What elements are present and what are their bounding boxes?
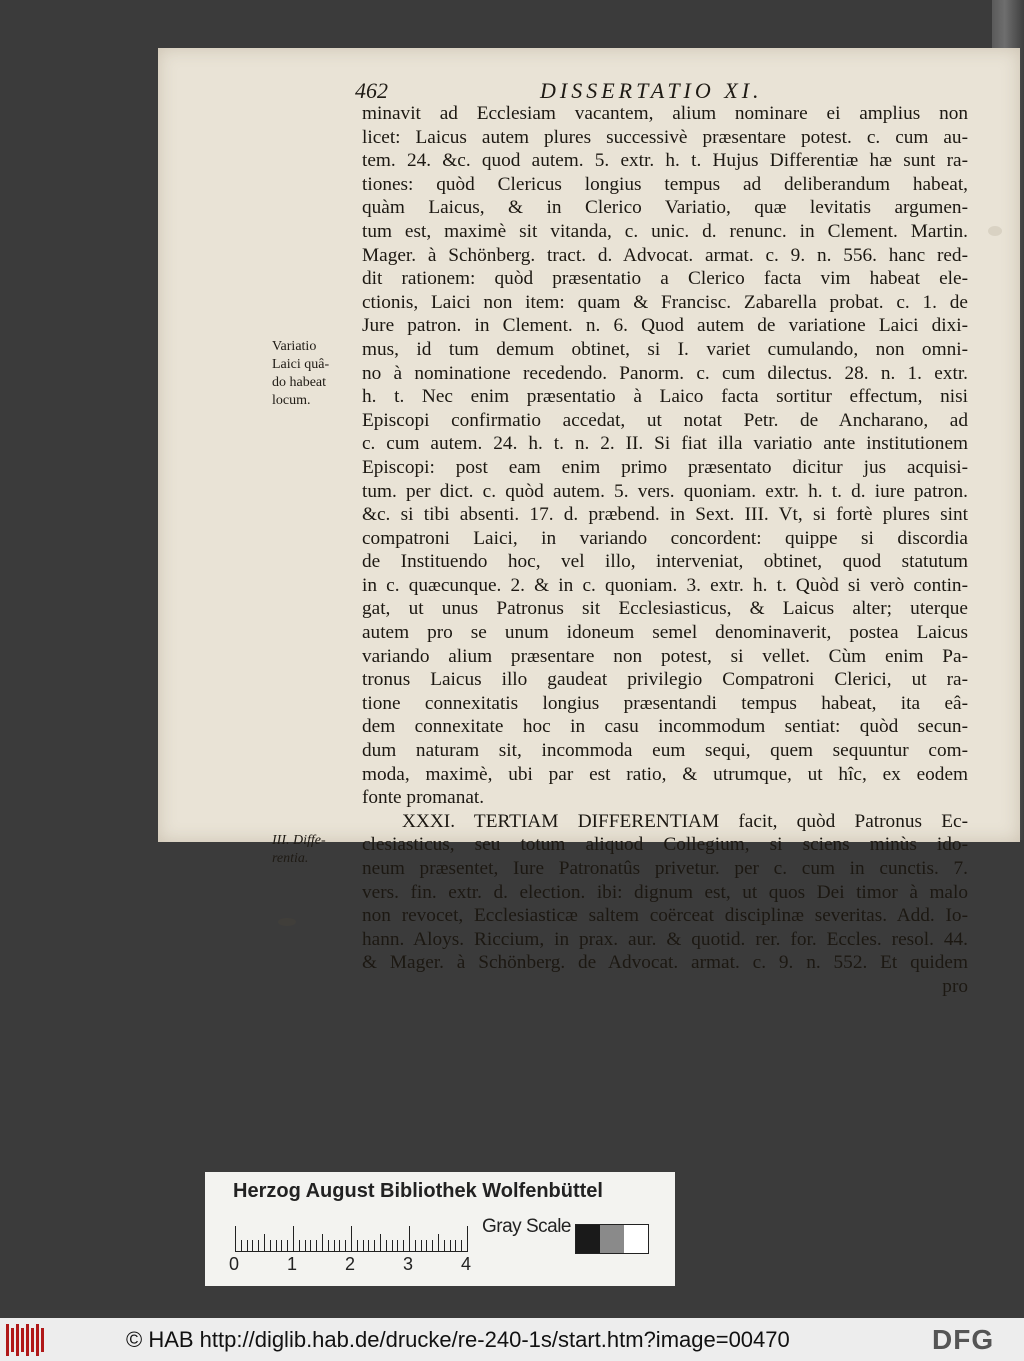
margin-note-line: locum. bbox=[272, 393, 311, 408]
logo-bar bbox=[16, 1324, 19, 1356]
text-line: in c. quæcunque. 2. & in c. quoniam. 3. extr. h. t. Quòd si verò contin- bbox=[362, 574, 968, 596]
text-line: tione connexitatis longius præsentandi tempus habeat, ita eâ- bbox=[362, 692, 968, 714]
body-text bbox=[362, 102, 968, 999]
text-line: Jure patron. in Clement. n. 6. Quod autem de variatione Laici dixi- bbox=[362, 315, 968, 337]
ruler-tick bbox=[293, 1226, 294, 1252]
ruler-tick bbox=[351, 1226, 352, 1252]
ruler-tick bbox=[235, 1226, 236, 1252]
ruler-tick bbox=[455, 1240, 456, 1252]
copyright-url-text[interactable]: © HAB http://diglib.hab.de/drucke/re-240-1s/start.htm?image=00470 bbox=[126, 1327, 790, 1352]
text-line: c. cum autem. 24. h. t. n. 2. II. Si fiat illa variatio ante institutionem bbox=[362, 433, 968, 455]
ruler-tick bbox=[392, 1240, 393, 1252]
ruler-tick bbox=[426, 1240, 427, 1252]
ruler-tick bbox=[397, 1240, 398, 1252]
text-line: dit rationem: quòd præsentatio a Clerico facta vim habeat ele- bbox=[362, 268, 968, 290]
logo-bar bbox=[6, 1324, 9, 1356]
ruler-tick bbox=[386, 1240, 387, 1252]
text-line: dum naturam sit, incommoda eum sequi, quem sequuntur com- bbox=[362, 740, 968, 762]
ruler-tick bbox=[415, 1240, 416, 1252]
text-line: non revocet, Ecclesiasticæ saltem coërceat disciplinæ severitas. Add. Io- bbox=[362, 905, 968, 927]
ruler-tick bbox=[247, 1240, 248, 1252]
ruler-tick bbox=[438, 1234, 439, 1252]
logo-bar bbox=[11, 1328, 14, 1352]
ruler-tick bbox=[299, 1240, 300, 1252]
text-line: tiones: quòd Clericus longius tempus ad deliberandum habeat, bbox=[362, 173, 968, 195]
text-line: variando alium præsentare non potest, si vellet. Cùm enim Pa- bbox=[362, 645, 968, 667]
page-number: 462 bbox=[355, 78, 388, 103]
ruler-number: 1 bbox=[287, 1254, 298, 1274]
margin-note-line: III. Diffe- bbox=[272, 833, 326, 848]
text-line: tum est, maximè sit vitanda, c. unic. d. renunc. in Clement. Martin. bbox=[362, 220, 968, 242]
ruler-tick bbox=[328, 1240, 329, 1252]
ruler-tick bbox=[467, 1226, 468, 1252]
ruler-tick bbox=[334, 1240, 335, 1252]
text-line: de Instituendo hoc, vel illo, interveniat, obtinet, quod statutum bbox=[362, 551, 968, 573]
ruler-tick bbox=[310, 1240, 311, 1252]
ruler-tick bbox=[287, 1240, 288, 1252]
text-line: compatroni Laici, in variando concordent: quippe si discordia bbox=[362, 527, 968, 549]
text-line: &c. si tibi absenti. 17. d. præbend. in Sext. III. Vt, si fortè plures sint bbox=[362, 504, 968, 526]
text-line: clesiasticus, seu totum aliquod Collegium, si sciens minùs ido- bbox=[362, 834, 968, 856]
text-line: ctionis, Laici non item: quam & Francisc. Zabarella probat. c. 1. de bbox=[362, 291, 968, 313]
gray-swatch bbox=[600, 1225, 624, 1253]
scale-ruler bbox=[235, 1222, 475, 1252]
running-title: DISSERTATIO XI. bbox=[540, 78, 763, 103]
text-line: tem. 24. &c. quod autem. 5. extr. h. t. Hujus Differentiæ hæ sunt ra- bbox=[362, 150, 968, 172]
text-line: mus, id tum demum obtinet, si I. variet cumulando, non omni- bbox=[362, 338, 968, 360]
ruler-tick bbox=[432, 1240, 433, 1252]
text-line: minavit ad Ecclesiam vacantem, alium nominare ei amplius non bbox=[362, 103, 968, 124]
ruler-tick bbox=[374, 1240, 375, 1252]
viewer-footer bbox=[0, 1318, 1024, 1361]
margin-note-variatio bbox=[272, 338, 364, 410]
text-line: tum. per dict. c. quòd autem. 5. vers. quoniam. extr. h. t. d. iure patron. bbox=[362, 480, 968, 502]
gray-scale-label: Gray Scale bbox=[482, 1216, 571, 1237]
text-line: licet: Laicus autem plures successivè præsentare potest. c. cum au- bbox=[362, 126, 968, 148]
text-line: moda, maximè, ubi par est ratio, & utrumque, ut hîc, ex eodem bbox=[362, 763, 968, 785]
text-line: Episcopi confirmatio accedat, ut notat Petr. de Ancharano, ad bbox=[362, 409, 968, 431]
margin-note-line: rentia. bbox=[272, 851, 309, 866]
text-line: fonte promanat. bbox=[362, 787, 485, 809]
ruler-tick bbox=[450, 1240, 451, 1252]
ruler-tick bbox=[258, 1240, 259, 1252]
ruler-tick bbox=[421, 1240, 422, 1252]
text-line: Mager. à Schönberg. tract. d. Advocat. armat. c. 9. n. 556. hanc red- bbox=[362, 244, 968, 266]
logo-bar bbox=[21, 1328, 24, 1352]
ruler-number: 3 bbox=[403, 1254, 414, 1274]
ruler-tick bbox=[316, 1240, 317, 1252]
text-line: h. t. Nec enim præsentatio à Laico facta sortitur effectum, nisi bbox=[362, 386, 968, 408]
margin-note-differentia bbox=[272, 832, 364, 868]
ruler-tick bbox=[403, 1240, 404, 1252]
text-line: gat, ut unus Patronus sit Ecclesiasticus, & Laicus alter; uterque bbox=[362, 598, 968, 620]
logo-bar bbox=[26, 1324, 29, 1356]
logo-bar bbox=[41, 1328, 44, 1352]
dfg-logo: DFG bbox=[932, 1324, 995, 1355]
text-line: autem pro se unum idoneum semel denominaverit, postea Laicus bbox=[362, 622, 968, 644]
text-line: neum præsentet, Iure Patronatûs privetur. per c. cum in cunctis. 7. bbox=[362, 858, 968, 879]
gray-scale-swatches bbox=[575, 1224, 649, 1254]
margin-note-line: do habeat bbox=[272, 375, 327, 390]
margin-note-line: Laici quâ- bbox=[272, 357, 330, 372]
ruler-tick bbox=[368, 1240, 369, 1252]
text-line: quàm Laicus, & in Clerico Variatio, quæ levitatis argumen- bbox=[362, 197, 968, 219]
logo-bar bbox=[36, 1324, 39, 1356]
ruler-tick bbox=[345, 1240, 346, 1252]
ruler-tick bbox=[461, 1240, 462, 1252]
ruler-tick bbox=[241, 1240, 242, 1252]
text-line: Episcopi: post eam enim primo præsentato dicitur jus acquisi- bbox=[362, 456, 968, 478]
ruler-tick bbox=[264, 1234, 265, 1252]
ruler-number: 0 bbox=[229, 1254, 240, 1274]
ruler-tick bbox=[363, 1240, 364, 1252]
text-line: vers. fin. extr. d. election. ibi: dignum est, ut quos Dei timor à malo bbox=[362, 881, 968, 903]
gray-swatch bbox=[576, 1225, 600, 1253]
text-line: dem connexitate hoc in casu incommodum sentiat: quòd secun- bbox=[362, 716, 968, 738]
ruler-tick bbox=[270, 1240, 271, 1252]
library-color-card bbox=[205, 1172, 675, 1286]
hab-logo-icon bbox=[6, 1324, 48, 1356]
text-line: & Mager. à Schönberg. de Advocat. armat. c. 9. n. 552. Et quidem bbox=[362, 952, 968, 974]
paper-smudge bbox=[278, 918, 296, 926]
ruler-tick bbox=[281, 1240, 282, 1252]
library-name: Herzog August Bibliothek Wolfenbüttel bbox=[233, 1180, 603, 1202]
ruler-tick bbox=[444, 1240, 445, 1252]
ruler-tick bbox=[380, 1234, 381, 1252]
text-line: no à nominatione recedendo. Panorm. c. cum dilectus. 28. n. 1. extr. bbox=[362, 362, 968, 384]
ruler-tick bbox=[339, 1240, 340, 1252]
text-line: XXXI. TERTIAM DIFFERENTIAM facit, quòd Patronus Ec- bbox=[402, 810, 968, 832]
ruler-number: 2 bbox=[345, 1254, 356, 1274]
ruler-tick bbox=[357, 1240, 358, 1252]
page-header bbox=[355, 78, 975, 104]
text-line: tronus Laicus illo gaudeat privilegio Compatroni Clerici, ut ra- bbox=[362, 669, 968, 691]
paper-smudge bbox=[988, 226, 1002, 236]
text-line: hann. Aloys. Riccium, in prax. aur. & quotid. rer. for. Eccles. resol. 44. bbox=[362, 928, 968, 950]
ruler-tick bbox=[252, 1240, 253, 1252]
ruler-tick bbox=[276, 1240, 277, 1252]
ruler-number: 4 bbox=[461, 1254, 472, 1274]
ruler-tick bbox=[322, 1234, 323, 1252]
ruler-tick bbox=[409, 1226, 410, 1252]
ruler-tick bbox=[305, 1240, 306, 1252]
gray-swatch bbox=[624, 1225, 648, 1253]
margin-note-line: Variatio bbox=[272, 339, 317, 354]
text-line: pro bbox=[942, 975, 968, 997]
logo-bar bbox=[31, 1328, 34, 1352]
